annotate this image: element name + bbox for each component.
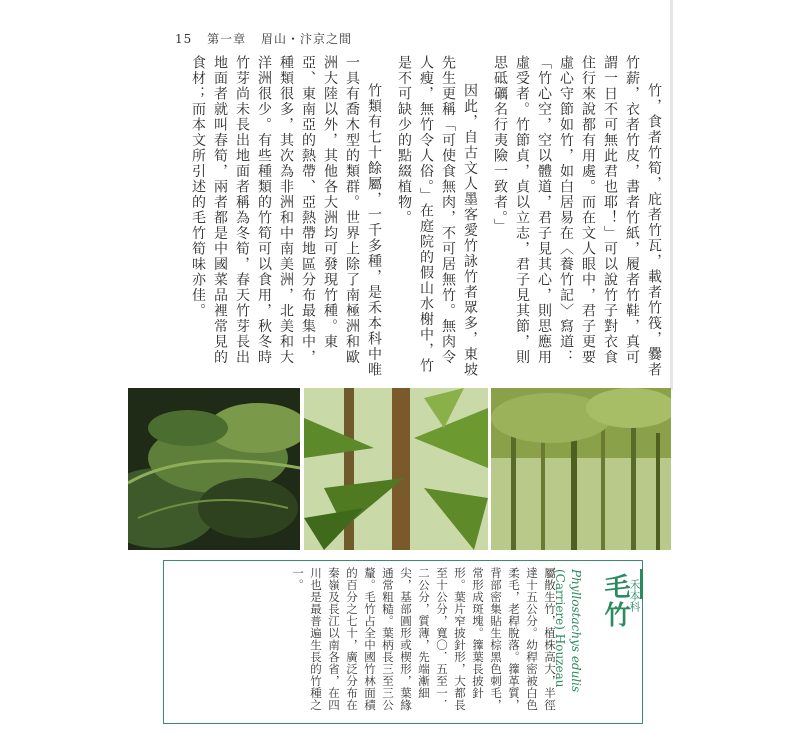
infobox-title-column	[588, 569, 642, 719]
paragraph: 竹，食者竹筍，庇者竹瓦，載者竹筏，爨者竹薪，衣者竹皮，書者竹紙，履者竹鞋，真可謂一日不可無此君也耶！」可以說竹子對衣食住行來說都有用處。而在文人眼中，君子更要虛心守節如竹，如白居易在〈養竹記〉寫道：「竹心空，空以體道，君子見其心，則思應用虛受者。竹節貞，貞以立志，君子見其節，則思砥礪名行夷險一致者。」	[492, 55, 662, 378]
latin-author: (Carriere) Houzeau	[553, 569, 567, 688]
section-title: 眉山・汴京之間	[260, 32, 352, 46]
bamboo-grove-photo-3	[491, 388, 671, 550]
bamboo-foliage-photo-2	[304, 388, 488, 550]
chapter-label: 第一章	[207, 32, 247, 46]
species-infobox	[163, 560, 643, 724]
running-header	[175, 30, 362, 47]
latin-binomial: Phyllostachys edulis	[569, 569, 583, 693]
paragraph: 因此，自古文人墨客愛竹詠竹者眾多，東坡先生更稱「可使食無肉，不可居無竹。無肉令人瘦，無竹令人俗。」在庭院的假山水榭中，竹是不可缺少的點綴植物。	[396, 55, 478, 378]
species-title: 毛竹	[600, 573, 630, 629]
species-family: 禾本科	[628, 579, 641, 612]
page-number: 15	[175, 32, 193, 46]
bamboo-foliage-photo-1	[128, 388, 300, 550]
page-edge	[670, 0, 673, 390]
main-text	[190, 55, 665, 380]
paragraph: 竹類有七十餘屬，一千多種，是禾本科中唯一具有喬木型的類群。世界上除了南極洲和歐洲大陸以外，其他各大洲均可發現竹種。東亞、東南亞的熱帶、亞熱帶地區分布最集中，種類很多，其次為非洲和中南美洲，北美和大洋洲很少。有些種類的竹筍可以食用，秋冬時竹芽尚未長出地面者稱為冬筍，春天竹芽長出地面者就叫春筍，兩者都是中國菜品裡常見的食材；而本文所引述的毛竹筍味亦佳。	[190, 55, 382, 378]
species-description: 屬散生竹，植株高大，半徑達十五公分。幼稈密被白色柔毛，老稈脫落。籜革質，背部密集貼生棕黑色刺毛，常形成斑塊。籜葉長披針形。葉片窄披針形，大都長至十公分，寬〇．五至一．二公分，質薄，先端漸細尖，基部圓形或楔形，葉緣通常粗糙。葉柄長三至三公釐。毛竹占全中國竹林面積的百分之七十，廣泛分布在秦嶺及長江以南各省，在四川也是最普遍生長的竹種之一。	[291, 567, 557, 711]
